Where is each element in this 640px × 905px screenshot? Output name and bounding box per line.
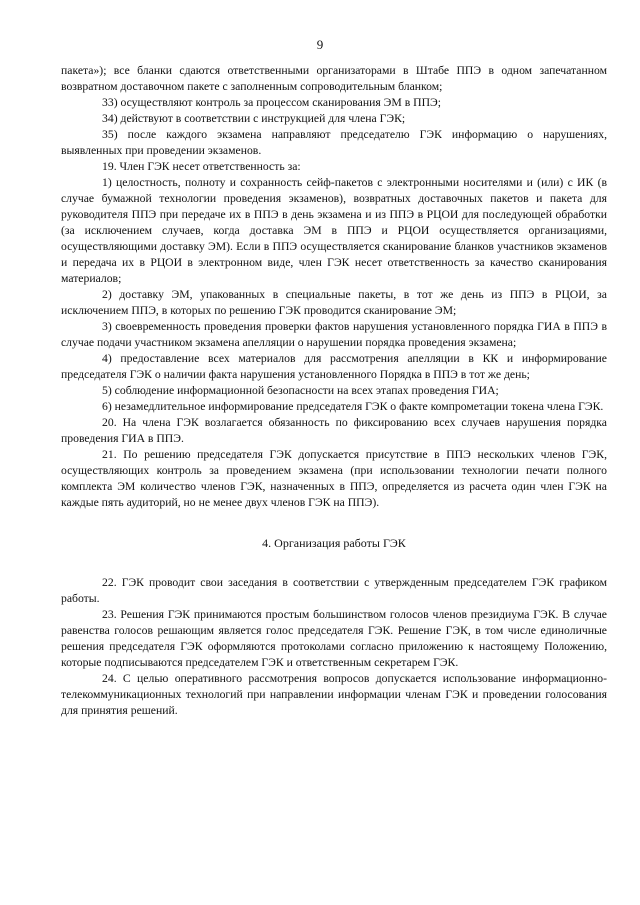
paragraph-clause-23: 23. Решения ГЭК принимаются простым большинством голосов членов президиума ГЭК. В случае равенства голосов решающим является голос председателя ГЭК. Решение ГЭК, в том числе единоличные решения председателя ГЭК оформляются протоколами согласно приложению к настоящему Положению, которые подписываются председателем ГЭК и ответственным секретарем ГЭК. <box>61 608 607 669</box>
paragraph-item-33: 33) осуществляют контроль за процессом сканирования ЭМ в ППЭ; <box>102 96 441 109</box>
paragraph-item-34: 34) действуют в соответствии с инструкцией для члена ГЭК; <box>102 112 406 125</box>
paragraph-sub-5: 5) соблюдение информационной безопасности на всех этапах проведения ГИА; <box>102 384 499 397</box>
paragraph-clause-24: 24. С целью оперативного рассмотрения вопросов допускается использование информационно-телекоммуникационных технологий при направлении информации членам ГЭК и проведении голосования для принятия решений. <box>61 672 607 717</box>
page-number: 9 <box>316 37 324 52</box>
paragraph-sub-4: 4) предоставление всех материалов для рассмотрения апелляции в КК и информирование председателя ГЭК о наличии факта нарушения установленного Порядка в ППЭ в тот же день; <box>61 352 607 381</box>
paragraph-sub-6: 6) незамедлительное информирование председателя ГЭК о факте компрометации токена члена ГЭК. <box>102 400 604 413</box>
document-body <box>61 63 607 719</box>
paragraph-clause-22: 22. ГЭК проводит свои заседания в соответствии с утвержденным председателем ГЭК графиком работы. <box>61 576 607 605</box>
paragraph-sub-1: 1) целостность, полноту и сохранность сейф-пакетов с электронными носителями и (или) с ИК (в случае бумажной технологии проведения экзаменов), возвратных доставочных пакетов и пакета для руководителя ППЭ при передаче их в ППЭ в день экзамена и из ППЭ в РЦОИ для последующей обработки (за исключением случаев, когда доставка ЭМ в ППЭ и РЦОИ осуществляется организациями, осуществляющими доставку ЭМ). Если в ППЭ осуществляется сканирование бланков участников экзаменов и передача их в РЦОИ в электронном виде, член ГЭК несет ответственность за качество сканирования материалов; <box>61 176 607 285</box>
paragraph-continuation: пакета»); все бланки сдаются ответственными организаторами в Штабе ППЭ в одном запечатанном возвратном доставочном пакете с заполненным сопроводительным бланком; <box>61 64 607 93</box>
paragraph-clause-20: 20. На члена ГЭК возлагается обязанность по фиксированию всех случаев нарушения порядка проведения ГИА в ППЭ. <box>61 416 607 445</box>
paragraph-sub-3: 3) своевременность проведения проверки фактов нарушения установленного порядка ГИА в ППЭ в случае подачи участником экзамена апелляции о нарушении порядка проведения экзамена; <box>61 320 607 349</box>
paragraph-clause-19: 19. Член ГЭК несет ответственность за: <box>102 160 301 173</box>
paragraph-clause-21: 21. По решению председателя ГЭК допускается присутствие в ППЭ нескольких членов ГЭК, осуществляющих контроль за проведением экзамена (при использовании технологии печати полного комплекта ЭМ количество членов ГЭК, назначенных в ППЭ, определяется из расчета один член ГЭК на каждые пять аудиторий, но не менее двух членов ГЭК на ППЭ). <box>61 448 607 509</box>
paragraph-item-35: 35) после каждого экзамена направляют председателю ГЭК информацию о нарушениях, выявленных при проведении экзаменов. <box>61 128 607 157</box>
section-heading: 4. Организация работы ГЭК <box>262 536 406 550</box>
paragraph-sub-2: 2) доставку ЭМ, упакованных в специальные пакеты, в тот же день из ППЭ в РЦОИ, за исключением ППЭ, в которых по решению ГЭК проводится сканирование ЭМ; <box>61 288 607 317</box>
